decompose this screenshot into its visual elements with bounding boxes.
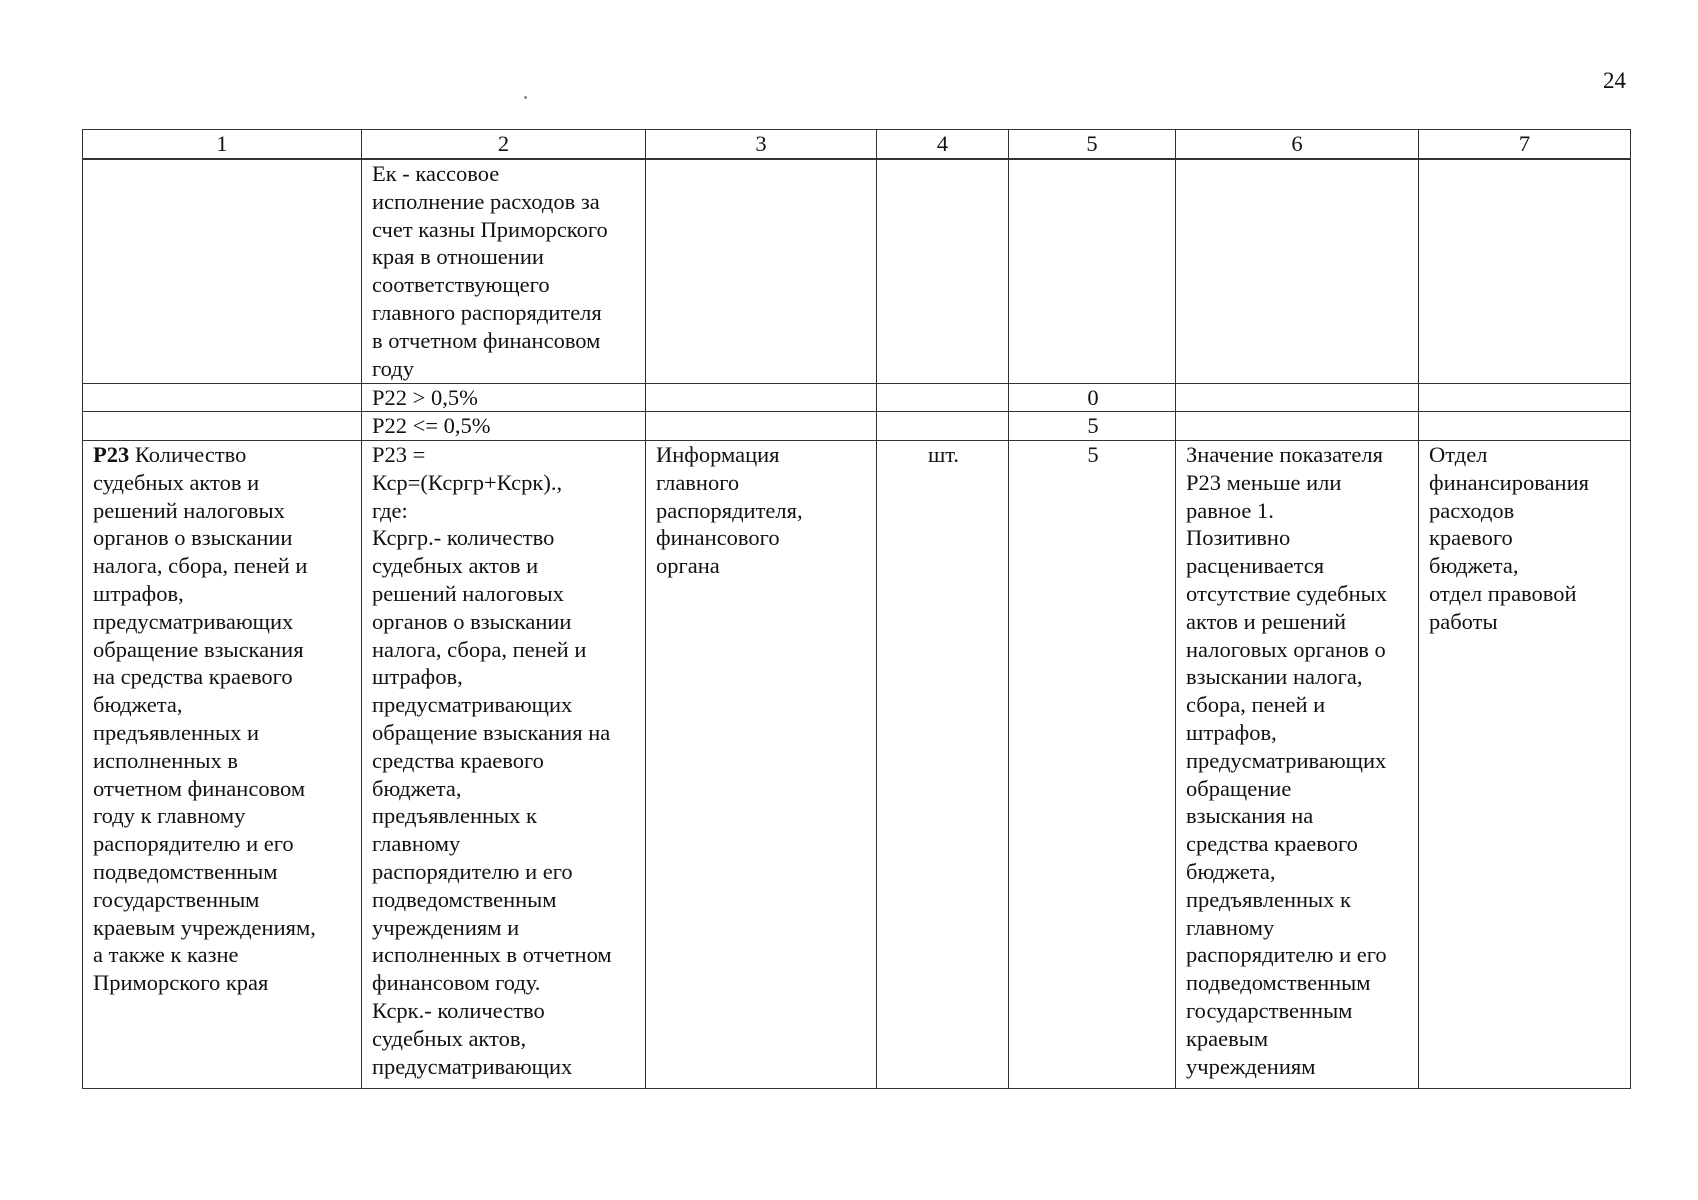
column-header-4: 4 [877,130,1009,160]
p23-responsible-text: Отдел финансирования расходов краевого бюджета, отдел правовой работы [1429,442,1589,634]
p23-code: Р23 [93,442,130,468]
page-number: 24 [1603,68,1626,93]
cell-p23-source [646,441,877,1089]
cell-p22-condition: Р22 <= 0,5% [362,412,646,441]
table-row-p22-less-equal [83,412,1631,441]
cell-p23-formula [362,441,646,1089]
cell-empty [1176,412,1419,441]
column-header-7: 7 [1419,130,1631,160]
cell-empty [1419,412,1631,441]
cell-empty [646,159,877,383]
column-number-row [83,130,1631,160]
cell-p22-score: 0 [1009,383,1176,412]
table-row-ek [83,159,1631,383]
column-header-3: 3 [646,130,877,160]
cell-p23-unit: шт. [877,441,1009,1089]
p23-indicator-description: Количество судебных актов и решений налоговых органов о взыскании налога, сбора, пеней и штрафов, предусматривающих обращение взыскания на средства краевого бюджета, предъявленных и исполненных в отчетном финансовом году к главному распорядителю и его подведомственным государственным краевым учреждениям, а также к казне Приморского края [93,442,316,996]
cell-empty [646,412,877,441]
column-header-5: 5 [1009,130,1176,160]
column-header-1: 1 [83,130,362,160]
cell-empty [83,412,362,441]
cell-p23-indicator [83,441,362,1089]
cell-p22-score: 5 [1009,412,1176,441]
cell-p23-assessment [1176,441,1419,1089]
cell-empty [83,159,362,383]
cell-ek-definition [362,159,646,383]
ek-definition-text: Ек - кассовое исполнение расходов за счет казны Приморского края в отношении соответствующего главного распорядителя в отчетном финансовом году [372,161,608,381]
cell-empty [1419,159,1631,383]
scan-speck [524,96,527,99]
column-header-2: 2 [362,130,646,160]
cell-empty [1176,159,1419,383]
p23-indicator-text [93,441,353,997]
cell-empty [1419,383,1631,412]
column-header-6: 6 [1176,130,1419,160]
cell-empty [646,383,877,412]
cell-empty [877,383,1009,412]
cell-p23-score: 5 [1009,441,1176,1089]
cell-empty [1176,383,1419,412]
p23-source-text: Информация главного распорядителя, финансового органа [656,442,803,579]
cell-empty [877,412,1009,441]
table-row-p23 [83,441,1631,1089]
cell-empty [1009,159,1176,383]
indicator-table [82,129,1631,1089]
p23-assessment-text: Значение показателя Р23 меньше или равное 1. Позитивно расценивается отсутствие судебных актов и решений налоговых органов о взыскании налога, сбора, пеней и штрафов, предусматривающих обращение взыскания на средства краевого бюджета, предъявленных к главному распорядителю и его подведомственным государственным краевым учреждениям [1186,442,1388,1079]
cell-p22-condition: Р22 > 0,5% [362,383,646,412]
cell-empty [877,159,1009,383]
cell-p23-responsible [1419,441,1631,1089]
p23-formula-text: Р23 = Кср=(Ксргр+Ксрк)., где: Ксргр.- количество судебных актов и решений налоговых органов о взыскании налога, сбора, пеней и штрафов, предусматривающих обращение взыскания на средства краевого бюджета, предъявленных к главному распорядителю и его подведомственным учреждениям и исполненных в отчетном финансовом году. Ксрк.- количество судебных актов, предусматривающих [372,442,612,1079]
table-row-p22-greater [83,383,1631,412]
cell-empty [83,383,362,412]
